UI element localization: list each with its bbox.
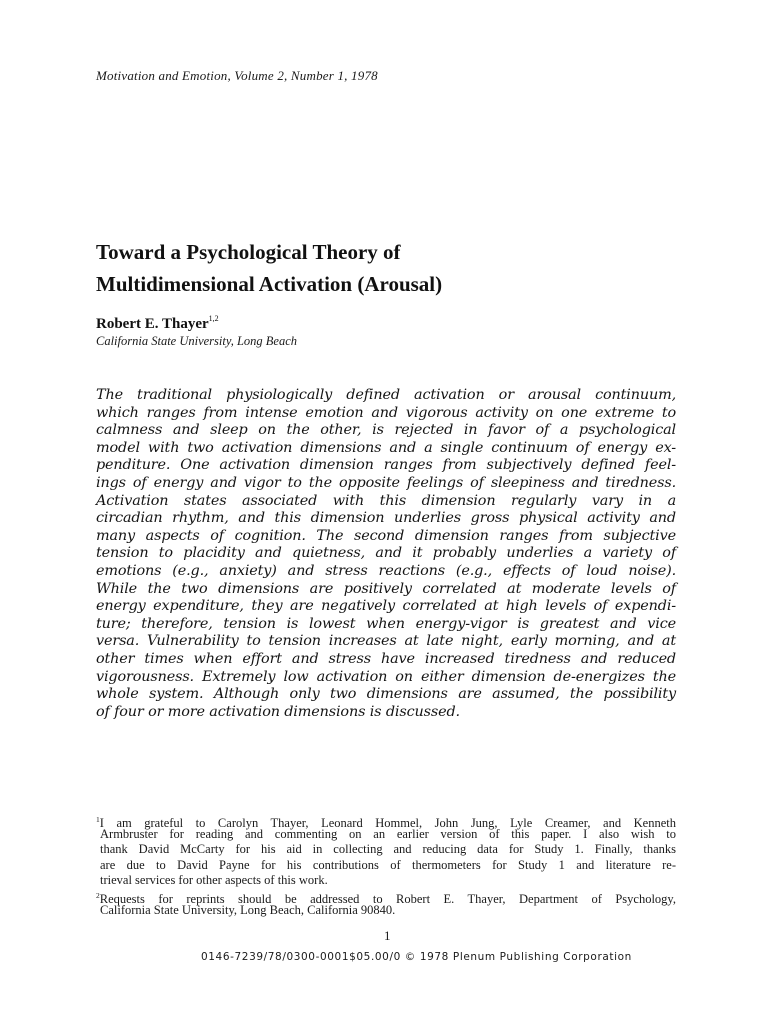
abstract-line: many aspects of cognition. The second dimension ranges from subjective	[96, 527, 676, 544]
footnote-1-line: are due to David Payne for his contributions of thermometers for Study 1 and literature re-	[100, 857, 676, 872]
abstract-line: of four or more activation dimensions is discussed.	[96, 703, 460, 720]
footnote-1-line: trieval services for other aspects of this work.	[100, 872, 328, 887]
abstract-line: tension to placidity and quietness, and it probably underlies a variety of	[96, 545, 676, 562]
footnote-2-mark: 2	[96, 890, 100, 900]
abstract	[96, 387, 676, 721]
abstract-line: penditure. One activation dimension ranges from subjectively defined feel-	[96, 457, 676, 474]
article-title-line: Multidimensional Activation (Arousal)	[96, 272, 443, 296]
author-affiliation: California State University, Long Beach	[96, 334, 298, 348]
abstract-line: Activation states associated with this dimension regularly vary in a	[96, 492, 676, 509]
abstract-line: whole system. Although only two dimensions are assumed, the possibility	[96, 686, 676, 703]
footnote-1-line: thank David McCarty for his aid in collecting and reducing data for Study 1. Finally, thanks	[100, 842, 676, 857]
abstract-line: emotions (e.g., anxiety) and stress reactions (e.g., effects of loud noise).	[96, 562, 676, 579]
abstract-line: calmness and sleep on the other, is rejected in favor of a psychological	[96, 422, 676, 439]
copyright-line: 0146-7239/78/0300-0001$05.00/0 © 1978 Plenum Publishing Corporation	[201, 951, 632, 963]
journal-citation: Motivation and Emotion, Volume 2, Number 1, 1978	[96, 68, 378, 83]
footnote-2-line: $^2$Requests for reprints should be addressed to Robert E. Thayer, Department of Psychology,	[96, 890, 676, 906]
abstract-line: ture; therefore, tension is lowest when energy-vigor is greatest and vice	[96, 615, 676, 632]
abstract-line: other times when effort and stress have increased tiredness and reduced	[96, 650, 676, 667]
abstract-line: versa. Vulnerability to tension increases at late night, early morning, and at	[96, 633, 676, 650]
footnote-2-line: California State University, Long Beach, California 90840.	[100, 903, 396, 918]
abstract-line: vigorousness. Extremely low activation on either dimension de-energizes the	[96, 668, 676, 685]
footnote-1-mark: 1	[96, 815, 100, 824]
abstract-line: energy expenditure, they are negatively correlated at high levels of expendi-	[96, 598, 676, 615]
author-name	[96, 314, 219, 333]
footnote-1-line: $^1$I am grateful to Carolyn Thayer, Leonard Hommel, John Jung, Lyle Creamer, and Kenneth	[96, 815, 676, 830]
abstract-line: The traditional physiologically defined activation or arousal continuum,	[96, 387, 676, 403]
footnote-1-line: Armbruster for reading and commenting on an earlier version of this paper. I also wish to	[100, 827, 676, 842]
author-name-text: Robert E. Thayer	[96, 316, 209, 332]
abstract-line: which ranges from intense emotion and vigorous activity on one extreme to	[96, 404, 676, 421]
abstract-line: circadian rhythm, and this dimension underlies gross physical activity and	[96, 510, 676, 527]
article-title-line: Toward a Psychological Theory of	[96, 240, 401, 264]
abstract-line: model with two activation dimensions and a single continuum of energy ex-	[96, 439, 676, 456]
footnotes	[96, 812, 676, 918]
page-number: 1	[384, 928, 391, 943]
abstract-line: ings of energy and vigor to the opposite feelings of sleepiness and tiredness.	[96, 474, 676, 491]
article-title	[96, 236, 656, 300]
abstract-line: While the two dimensions are positively correlated at moderate levels of	[96, 580, 676, 597]
author-footnote-marks: 1,2	[208, 314, 219, 323]
